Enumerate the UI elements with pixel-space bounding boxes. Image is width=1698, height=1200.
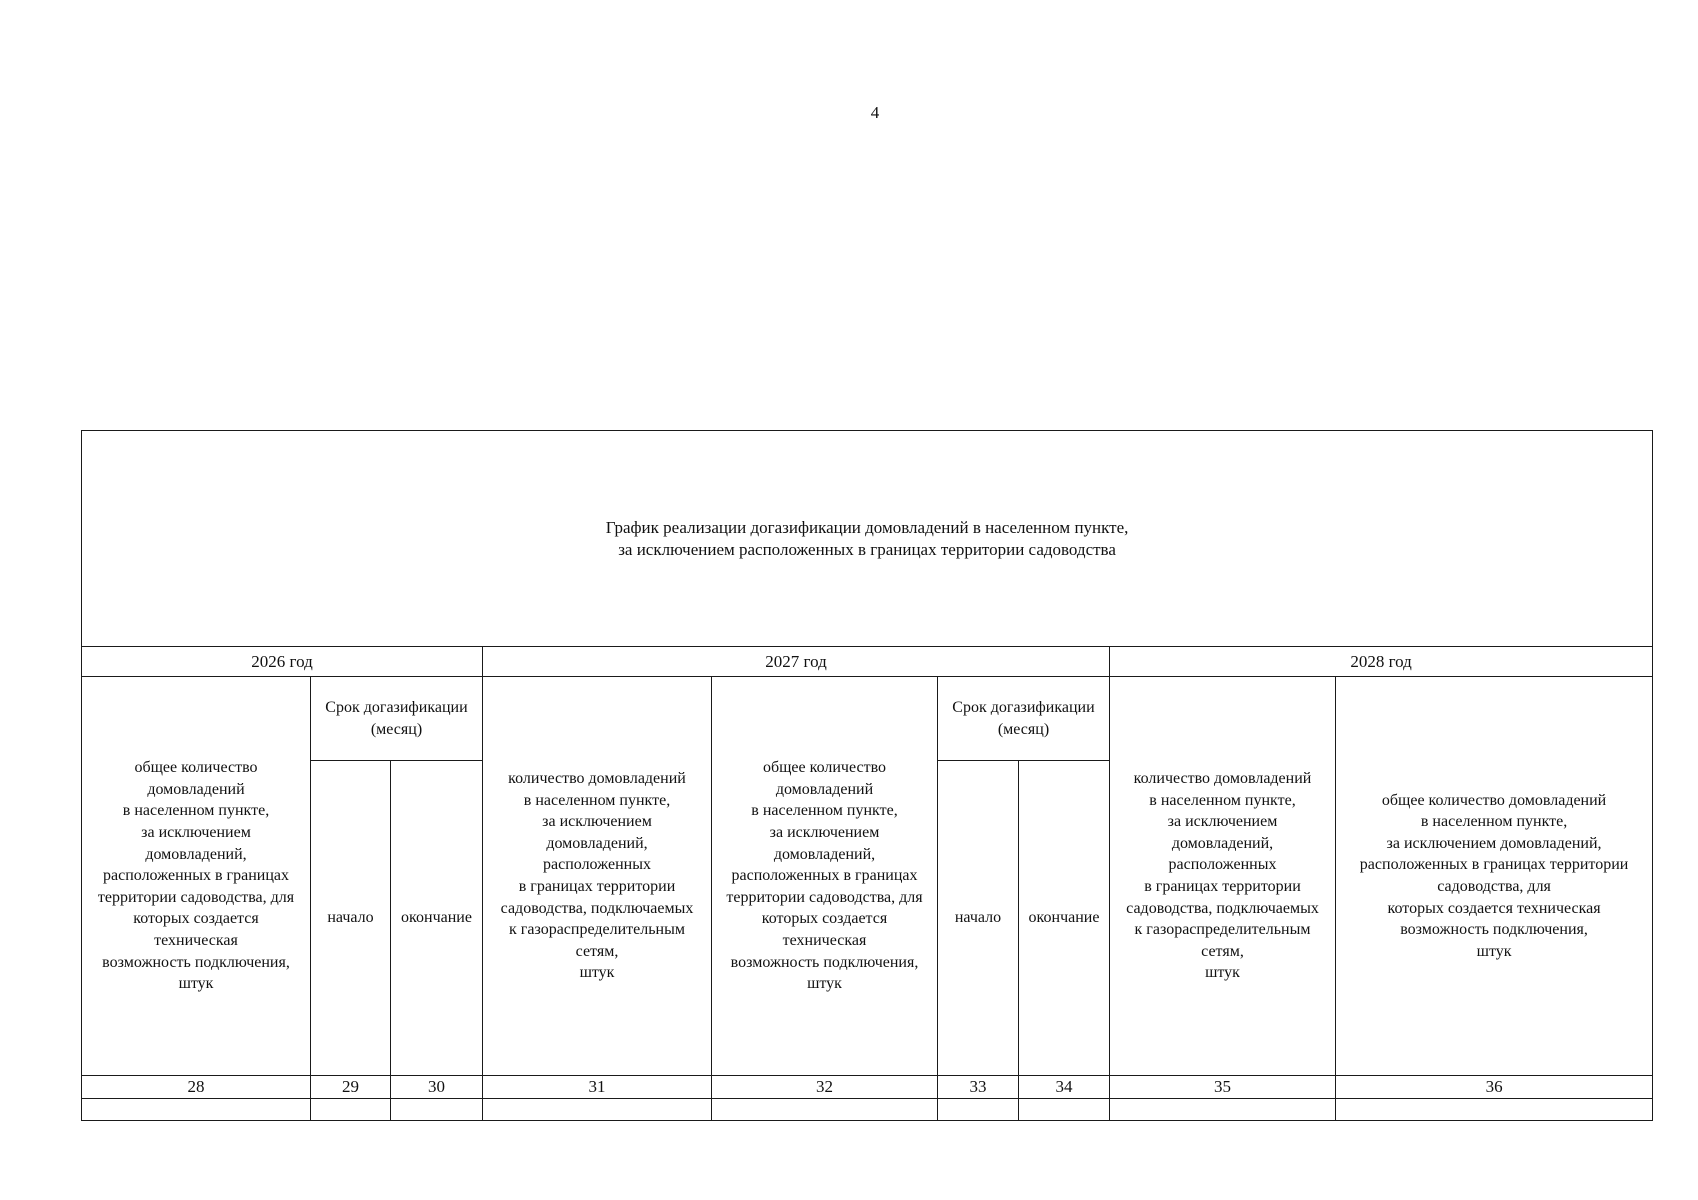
col-30-end-header: окончание [391, 761, 483, 1076]
empty-cell [1019, 1099, 1110, 1121]
column-number: 29 [311, 1076, 391, 1099]
term-2026-header: Срок догазификации (месяц) [311, 677, 483, 761]
empty-cell [483, 1099, 712, 1121]
empty-cell [311, 1099, 391, 1121]
empty-cell [82, 1099, 311, 1121]
column-number: 31 [483, 1076, 712, 1099]
column-number: 32 [712, 1076, 938, 1099]
col-29-start-header: начало [311, 761, 391, 1076]
column-number: 36 [1336, 1076, 1653, 1099]
column-number: 34 [1019, 1076, 1110, 1099]
column-numbers-row [82, 1076, 1653, 1099]
col-35-header: количество домовладений в населенном пункте, за исключением домовладений, расположенных в границах территории садоводства, подключаемых к газораспределительным сетям, штук [1110, 677, 1336, 1076]
column-number: 33 [938, 1076, 1019, 1099]
empty-cell [1336, 1099, 1653, 1121]
empty-cell [938, 1099, 1019, 1121]
col-31-header: количество домовладений в населенном пункте, за исключением домовладений, расположенных в границах территории садоводства, подключаемых к газораспределительным сетям, штук [483, 677, 712, 1076]
empty-cell [391, 1099, 483, 1121]
page-number: 4 [870, 103, 880, 122]
term-2027-header: Срок догазификации (месяц) [938, 677, 1110, 761]
column-number: 30 [391, 1076, 483, 1099]
table-row [82, 1099, 1653, 1121]
col-33-start-header: начало [938, 761, 1019, 1076]
column-number: 28 [82, 1076, 311, 1099]
empty-cell [712, 1099, 938, 1121]
year-2027-header: 2027 год [483, 647, 1110, 677]
col-34-end-header: окончание [1019, 761, 1110, 1076]
col-32-header: общее количество домовладений в населенном пункте, за исключением домовладений, расположенных в границах территории садоводства, для которых создается техническая возможность подключения, штук [712, 677, 938, 1076]
gasification-schedule-table [81, 430, 1653, 1121]
empty-cell [1110, 1099, 1336, 1121]
table-title: График реализации догазификации домовладений в населенном пункте, за исключением расположенных в границах территории садоводства [82, 431, 1653, 647]
col-36-header: общее количество домовладений в населенном пункте, за исключением домовладений, расположенных в границах территории садоводства, для которых создается техническая возможность подключения, штук [1336, 677, 1653, 1076]
column-number: 35 [1110, 1076, 1336, 1099]
year-2028-header: 2028 год [1110, 647, 1653, 677]
year-2026-header: 2026 год [82, 647, 483, 677]
col-28-header: общее количество домовладений в населенном пункте, за исключением домовладений, расположенных в границах территории садоводства, для которых создается техническая возможность подключения, штук [82, 677, 311, 1076]
